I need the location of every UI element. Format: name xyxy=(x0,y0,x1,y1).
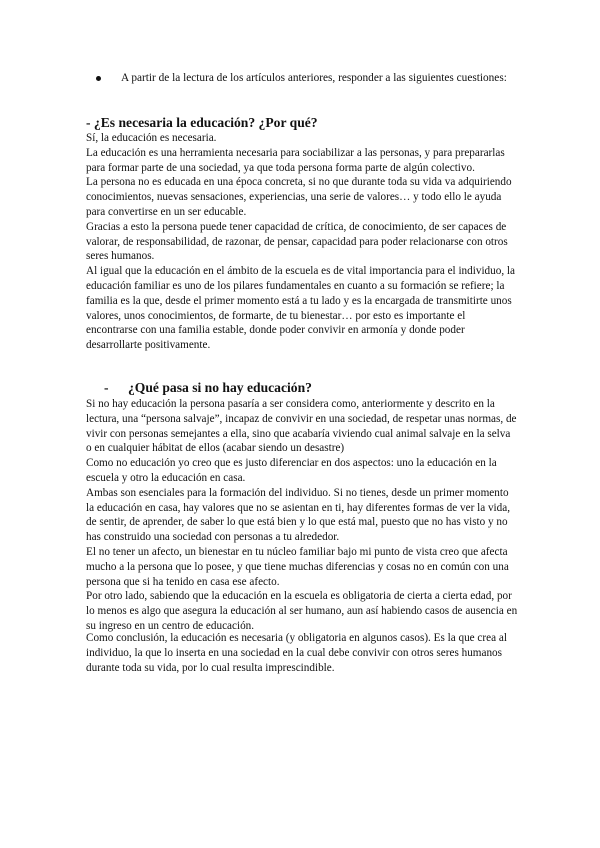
intro-bullet-item xyxy=(105,71,525,86)
section2-paragraph: Si no hay educación la persona pasaría a ser considera como, anteriormente y descrito en la lectura, una “persona salvaje”, incapaz de convivir en una sociedad, de respetar unas normas, de vivir con personas semejantes a ella, sino que acabaría viviendo cual animal salvaje en la selva o en cualquier hábitat de ellos (acabar siendo un desastre) xyxy=(86,398,517,455)
section2-dash: - xyxy=(104,380,109,395)
section1-paragraph: Al igual que la educación en el ámbito de la escuela es de vital importancia para el individuo, la educación familiar es uno de los pilares fundamentales en cuanto a su formación se refiere; la familia es la que, desde el primer momento está a tu lado y es la encargada de transmitirte unos valores, unos conocimientos, de formarte, de tu bienestar… por esto es importante el encontrarse con una familia estable, donde poder convivir en armonía y donde poder desarrollarte positivamente. xyxy=(86,265,516,352)
section1-paragraph: La persona no es educada en una época concreta, si no que durante toda su vida va adquiriendo conocimientos, nuevas sensaciones, experiencias, una serie de valores… y todo ello le ayuda para convertirse en un ser educable. xyxy=(86,176,512,218)
section2-heading-row xyxy=(104,380,312,396)
section1-body xyxy=(86,131,518,353)
section2-paragraph: Como no educación yo creo que es justo diferenciar en dos aspectos: uno la educación en la escuela y otro la educación en casa. xyxy=(86,457,497,484)
section2-heading: ¿Qué pasa si no hay educación? xyxy=(128,380,312,395)
section1-paragraph: La educación es una herramienta necesaria para sociabilizar a las personas, y para prepararlas para formar parte de una sociedad, ya que toda persona forma parte de algún colectivo. xyxy=(86,146,505,174)
bullet-dot-icon xyxy=(96,76,101,81)
section1-heading: - ¿Es necesaria la educación? ¿Por qué? xyxy=(86,115,318,130)
section2-paragraph: Ambas son esenciales para la formación del individuo. Si no tienes, desde un primer momento la educación en casa, hay valores que no se asientan en ti, hay diferentes formas de ver la vida, de sentir, de aprender, de saber lo que está bien y lo que está mal, puesto que no has visto y no has construido una sociedad con personas a tu alrededor. xyxy=(86,486,511,544)
section2-paragraph: El no tener un afecto, un bienestar en tu núcleo familiar bajo mi punto de vista creo que afecta mucho a la persona que lo posee, y que tiene muchas diferencias y cosas no en común con una persona que si ha tenido en casa ese afecto. xyxy=(86,545,509,588)
section1-paragraph: Sí, la educación es necesaria. xyxy=(86,132,217,144)
section2-body xyxy=(86,397,518,634)
conclusion-paragraph: Como conclusión, la educación es necesaria (y obligatoria en algunos casos). Es la que crea al individuo, la que lo inserta en una sociedad en la cual debe convivir con otros seres humanos durante toda su vida, por lo cual resulta imprescindible. xyxy=(86,632,507,674)
section1-paragraph: Gracias a esto la persona puede tener capacidad de crítica, de conocimiento, de ser capaces de valorar, de responsabilidad, de razonar, de pensar, capacidad para poder relacionarse con otros seres humanos. xyxy=(86,220,508,263)
section2-paragraph: Por otro lado, sabiendo que la educación en la escuela es obligatoria de cierta a cierta edad, por lo menos es algo que asegura la educación al ser humano, aun así habiendo casos de ausencia en su ingreso en un centro de educación. xyxy=(86,590,518,632)
intro-bullet-text: A partir de la lectura de los artículos anteriores, responder a las siguientes cuestiones: xyxy=(121,72,507,84)
conclusion-body xyxy=(86,631,518,675)
